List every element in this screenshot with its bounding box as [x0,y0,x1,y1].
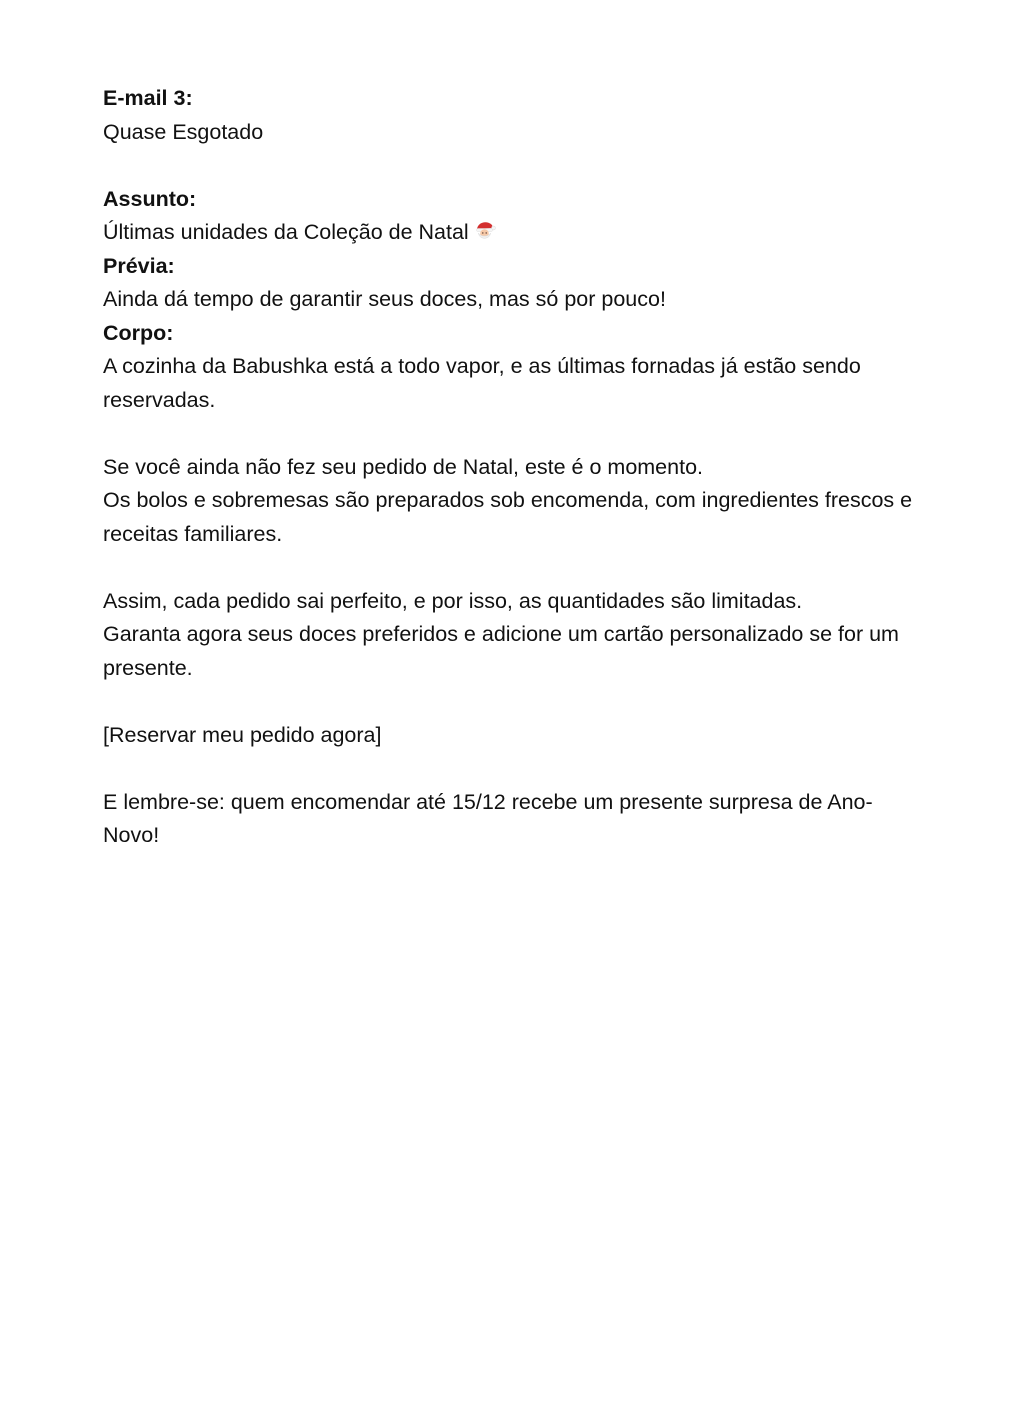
preview-label: Prévia: [103,253,175,278]
body-paragraph-1: A cozinha da Babushka está a todo vapor, e as últimas fornadas já estão sendo reservadas. [103,354,861,412]
spacer [103,149,913,183]
spacer [103,752,913,786]
email-name: Quase Esgotado [103,119,264,144]
body-label: Corpo: [103,320,174,345]
body-paragraph-3-line-1: Assim, cada pedido sai perfeito, e por isso, as quantidades são limitadas. [103,588,803,613]
spacer [103,551,913,585]
email-document [103,82,913,853]
body-paragraph-3-line-2: Garanta agora seus doces preferidos e adicione um cartão personalizado se for um presente. [103,622,899,680]
subject-line [103,216,913,250]
spacer [103,417,913,451]
reserve-order-link[interactable]: [Reservar meu pedido agora] [103,722,382,747]
body-paragraph-2-line-1: Se você ainda não fez seu pedido de Natal, este é o momento. [103,454,704,479]
subject-label: Assunto: [103,186,197,211]
spacer [103,685,913,719]
subject-text: Últimas unidades da Coleção de Natal [103,220,469,244]
body-paragraph-2-line-2: Os bolos e sobremesas são preparados sob encomenda, com ingredientes frescos e receitas familiares. [103,488,913,546]
closing-text: E lembre-se: quem encomendar até 15/12 recebe um presente surpresa de Ano-Novo! [103,789,873,847]
preview-text: Ainda dá tempo de garantir seus doces, mas só por pouco! [103,287,666,311]
email-heading: E-mail 3: [103,86,193,110]
santa-claus-icon [473,218,497,242]
